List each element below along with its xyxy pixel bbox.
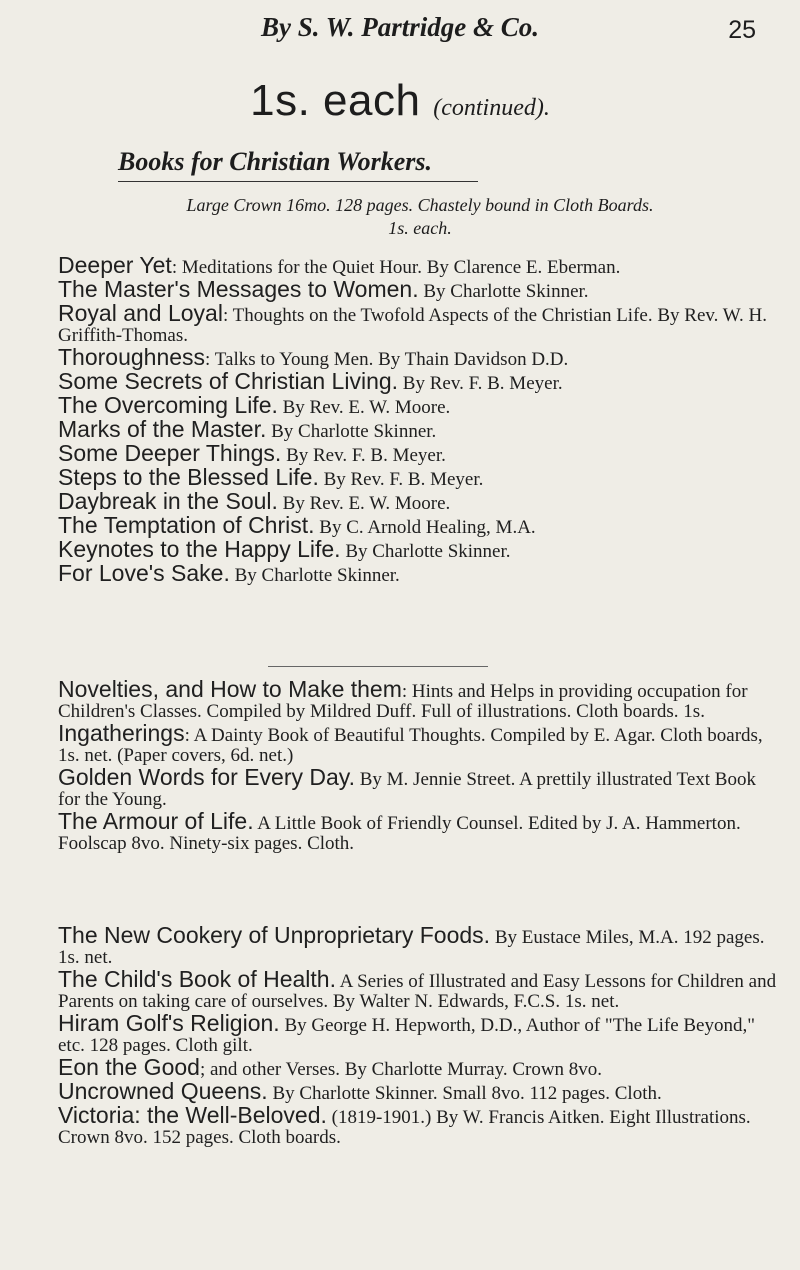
book-title: Eon the Good [58, 1054, 200, 1080]
continued-label: (continued). [433, 95, 550, 121]
book-description: By Charlotte Skinner. [229, 565, 400, 586]
book-title: Victoria: the Well-Beloved. [58, 1102, 327, 1128]
section-divider [268, 666, 488, 667]
price-heading [0, 76, 800, 126]
book-entry [58, 254, 778, 278]
book-title: Keynotes to the Happy Life. [58, 536, 341, 562]
book-description: By Eustace Miles, M.A. 192 pages. 1s. net. [58, 927, 765, 968]
format-note [100, 194, 740, 241]
book-entry [58, 418, 778, 442]
book-entry [58, 514, 778, 538]
book-description: By Charlotte Skinner. [340, 541, 511, 562]
book-entry [58, 562, 778, 586]
book-entry [58, 810, 778, 854]
book-title: Some Deeper Things. [58, 440, 282, 466]
book-entry [58, 678, 778, 722]
section-title-underline [118, 181, 478, 182]
book-title: Ingatherings [58, 720, 185, 746]
book-description: ; and other Verses. By Charlotte Murray. Crown 8vo. [199, 1059, 603, 1080]
book-description: By C. Arnold Healing, M.A. [314, 517, 536, 538]
book-title: Marks of the Master. [58, 416, 267, 442]
book-entry [58, 278, 778, 302]
book-entry [58, 1104, 778, 1148]
book-description: By Charlotte Skinner. Small 8vo. 112 pages. Cloth. [267, 1083, 662, 1104]
book-title: Golden Words for Every Day. [58, 764, 355, 790]
book-description: By M. Jennie Street. A prettily illustrated Text Book for the Young. [58, 769, 756, 810]
book-entry [58, 1012, 778, 1056]
book-entry [58, 1080, 778, 1104]
book-title: The Temptation of Christ. [58, 512, 315, 538]
book-description: By Charlotte Skinner. [266, 421, 437, 442]
book-entry [58, 466, 778, 490]
book-title: Thoroughness [58, 344, 206, 370]
book-entry [58, 538, 778, 562]
book-title: Hiram Golf's Religion. [58, 1010, 280, 1036]
book-entry [58, 394, 778, 418]
book-description: By Rev. F. B. Meyer. [281, 445, 446, 466]
book-description: By Rev. E. W. Moore. [277, 397, 451, 418]
book-title: The Overcoming Life. [58, 392, 278, 418]
format-line: Large Crown 16mo. 128 pages. Chastely bound in Cloth Boards. [186, 195, 654, 215]
book-title: Royal and Loyal [58, 300, 223, 326]
book-title: The Child's Book of Health. [58, 966, 336, 992]
book-entry [58, 766, 778, 810]
book-title: The Master's Messages to Women. [58, 276, 419, 302]
book-list-christian-workers [58, 254, 778, 586]
book-description: : A Dainty Book of Beautiful Thoughts. Compiled by E. Agar. Cloth boards, 1s. net. (Paper covers, 6d. net.) [58, 725, 763, 766]
book-entry [58, 370, 778, 394]
running-head: By S. W. Partridge & Co. [260, 12, 540, 42]
book-entry [58, 1056, 778, 1080]
book-entry [58, 722, 778, 766]
book-title: Deeper Yet [58, 252, 172, 278]
price-heading-text: 1s. each [250, 76, 421, 125]
book-entry [58, 346, 778, 370]
book-description: By Rev. F. B. Meyer. [318, 469, 484, 490]
book-description: : Talks to Young Men. By Thain Davidson D.D. [205, 349, 569, 370]
book-entry [58, 490, 778, 514]
book-entry [58, 442, 778, 466]
book-description: By Charlotte Skinner. [418, 281, 589, 302]
book-description: : Hints and Helps in providing occupation for Children's Classes. Compiled by Mildred Duff. Full of illustrations. Cloth boards. 1s. [58, 681, 748, 722]
book-entry [58, 924, 778, 968]
book-description: A Little Book of Friendly Counsel. Edited by J. A. Hammerton. Foolscap 8vo. Ninety-six pages. Cloth. [58, 813, 741, 854]
book-description: : Meditations for the Quiet Hour. By Clarence E. Eberman. [171, 257, 621, 278]
book-title: Steps to the Blessed Life. [58, 464, 319, 490]
book-list-miscellaneous [58, 678, 778, 854]
book-description: (1819-1901.) By W. Francis Aitken. Eight Illustrations. Crown 8vo. 152 pages. Cloth boards. [58, 1107, 751, 1148]
book-title: The Armour of Life. [58, 808, 254, 834]
book-title: For Love's Sake. [58, 560, 230, 586]
book-entry [58, 968, 778, 1012]
book-title: Novelties, and How to Make them [58, 676, 402, 702]
section-title: Books for Christian Workers. [118, 147, 433, 176]
book-title: The New Cookery of Unproprietary Foods. [58, 922, 491, 948]
book-title: Some Secrets of Christian Living. [58, 368, 399, 394]
format-price-line: 1s. each. [388, 218, 452, 239]
page-number: 25 [728, 16, 756, 44]
book-description: : Thoughts on the Twofold Aspects of the Christian Life. By Rev. W. H. Griffith-Thomas. [58, 305, 767, 346]
book-description: A Series of Illustrated and Easy Lessons for Children and Parents on taking care of ourselves. By Walter N. Edwards, F.C.S. 1s. net. [58, 971, 777, 1012]
book-description: By George H. Hepworth, D.D., Author of "The Life Beyond," etc. 128 pages. Cloth gilt. [58, 1015, 755, 1056]
book-title: Uncrowned Queens. [58, 1078, 268, 1104]
book-list-general [58, 924, 778, 1148]
book-description: By Rev. F. B. Meyer. [398, 373, 563, 394]
book-title: Daybreak in the Soul. [58, 488, 278, 514]
book-entry [58, 302, 778, 346]
book-description: By Rev. E. W. Moore. [277, 493, 451, 514]
